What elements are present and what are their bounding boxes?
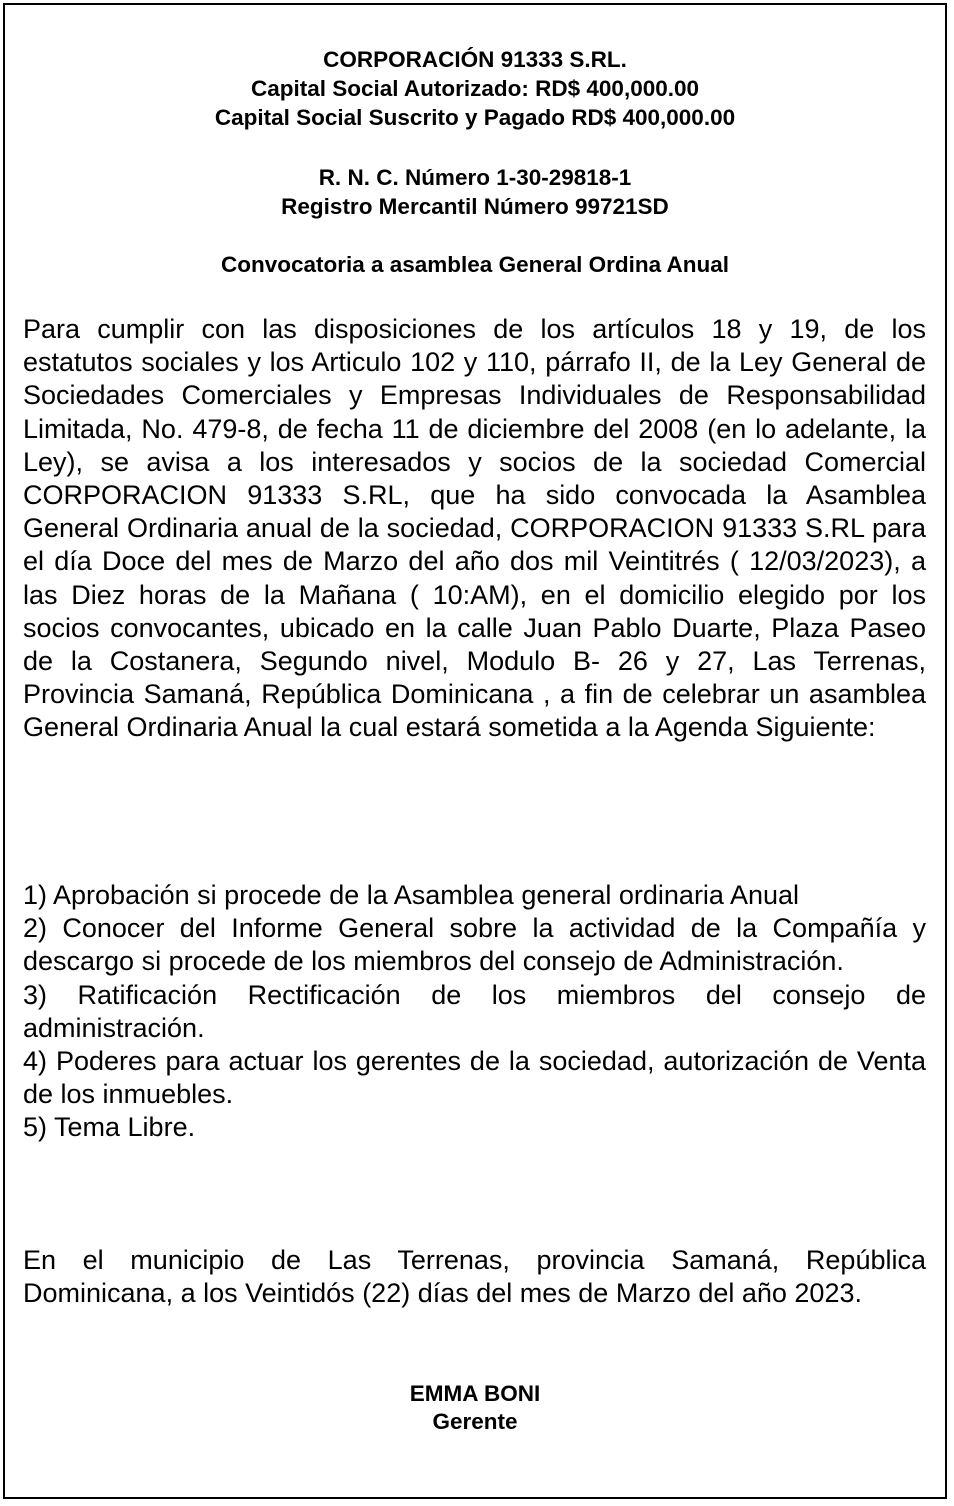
capital-authorized: Capital Social Autorizado: RD$ 400,000.00 [250,76,700,101]
notice-title-block [5,250,945,279]
signer-name: EMMA BONI [409,1381,541,1406]
closing-paragraph: En el municipio de Las Terrenas, provincia Samaná, República Dominicana, a los Veintidós (22) días del mes de Marzo del año 2023. [23,1245,926,1309]
signer-role: Gerente [432,1409,518,1434]
notice-frame [3,3,947,1499]
agenda-item: 2) Conocer del Informe General sobre la actividad de la Compañía y descargo si procede de los miembros del consejo de Administración. [23,913,926,977]
registry-number: Registro Mercantil Número 99721SD [281,194,669,219]
main-paragraph: Para cumplir con las disposiciones de los artículos 18 y 19, de los estatutos sociales y los Articulo 102 y 110, párrafo II, de la Ley General de Sociedades Comerciales y Empresas Individuales de Responsabilidad Limitada, No. 479-8, de fecha 11 de diciembre del 2008 (en lo adelante, la Ley), se avisa a los interesados y socios de la sociedad Comercial CORPORACION 91333 S.RL, que ha sido convocada la Asamblea General Ordinaria anual de la sociedad, CORPORACION 91333 S.RL para el día Doce del mes de Marzo del año dos mil Veintitrés ( 12/03/2023), a las Diez horas de la Mañana ( 10:AM), en el domicilio elegido por los socios convocantes, ubicado en la calle Juan Pablo Duarte, Plaza Paseo de la Costanera, Segundo nivel, Modulo B- 26 y 27, Las Terrenas, Provincia Samaná, República Dominicana , a fin de celebrar un asamblea General Ordinaria Anual la cual estará sometida a la Agenda Siguiente: [23,314,926,743]
agenda-list [23,879,926,1145]
company-header [5,45,945,132]
agenda-item: 1) Aprobación si procede de la Asamblea general ordinaria Anual [23,880,800,910]
agenda-item: 5) Tema Libre. [23,1112,196,1143]
agenda-item: 3) Ratificación Rectificación de los miembros del consejo de administración. [23,979,926,1043]
signature-block [5,1380,945,1436]
agenda-item: 4) Poderes para actuar los gerentes de la sociedad, autorización de Venta de los inmuebles. [23,1046,926,1110]
notice-title: Convocatoria a asamblea General Ordina Anual [220,252,730,277]
rnc-number: R. N. C. Número 1-30-29818-1 [318,165,632,190]
capital-paid: Capital Social Suscrito y Pagado RD$ 400,000.00 [214,105,736,130]
company-name: CORPORACIÓN 91333 S.RL. [323,47,627,72]
registration-info [5,163,945,221]
